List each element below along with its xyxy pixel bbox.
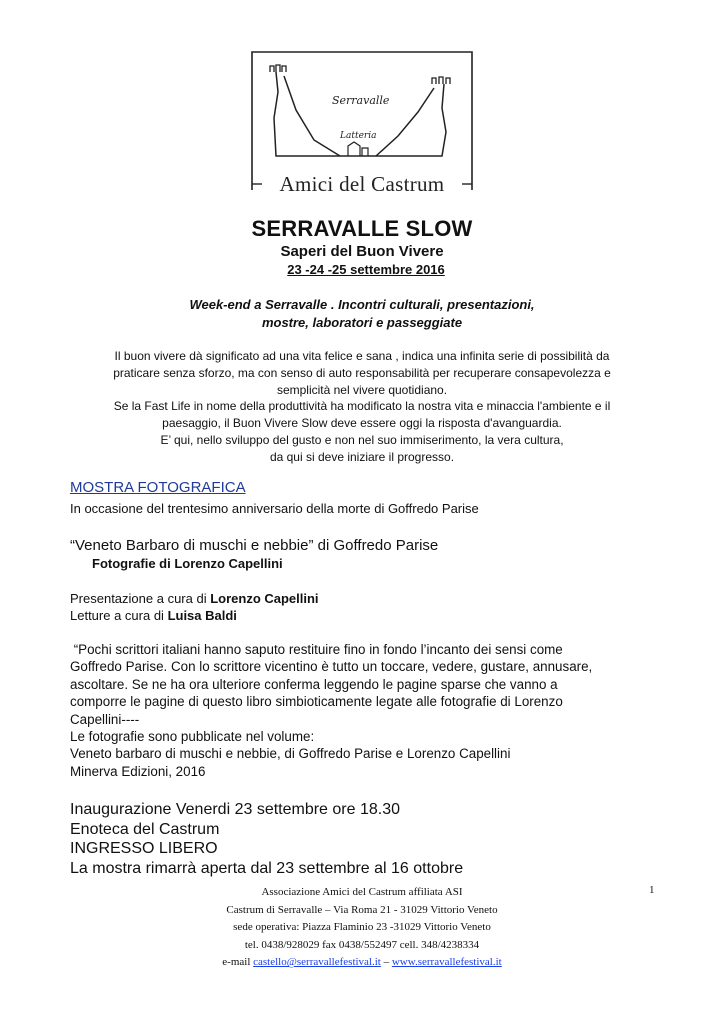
logo-handwriting-bottom: Latteria bbox=[340, 131, 377, 141]
footer-line: Associazione Amici del Castrum affiliata ASI bbox=[261, 886, 463, 898]
intro-paragraph bbox=[0, 348, 724, 466]
email-label: e-mail bbox=[222, 956, 254, 969]
section-heading-mostra: MOSTRA FOTOGRAFICA bbox=[70, 479, 246, 496]
quote-block bbox=[70, 641, 650, 780]
website-link[interactable]: www.serravallefestival.it bbox=[391, 956, 502, 969]
intro-line: E’ qui, nello sviluppo del gusto e non nel suo immiserimento, la vera cultura, bbox=[160, 432, 564, 447]
readings-label: Letture a cura di bbox=[70, 608, 168, 624]
intro-line: Se la Fast Life in nome della produttività ha modificato la nostra vita e minaccia l'ambiente e il bbox=[113, 399, 611, 414]
page-number: 1 bbox=[649, 884, 655, 896]
intro-line: semplicità nel vivere quotidiano. bbox=[276, 382, 448, 397]
quote-line: ascoltare. Se ne ha ora ulteriore conferma leggendo le pagine sparse che vanno a bbox=[70, 676, 558, 692]
quote-line: comporre le pagine di questo libro simbioticamente legate alle fotografie di Lorenzo bbox=[70, 694, 563, 710]
event-line: INGRESSO LIBERO bbox=[70, 840, 218, 858]
work-title: “Veneto Barbaro di muschi e nebbie” di Goffredo Parise bbox=[70, 537, 439, 554]
quote-line: Goffredo Parise. Con lo scrittore vicentino è tutto un toccare, vedere, gustare, annusare, bbox=[70, 659, 593, 675]
event-info bbox=[70, 800, 463, 878]
page-title: SERRAVALLE SLOW bbox=[251, 216, 473, 241]
logo-caption: Amici del Castrum bbox=[279, 172, 445, 196]
footer bbox=[0, 884, 724, 972]
quote-line: Le fotografie sono pubblicate nel volume: bbox=[70, 729, 315, 745]
tagline-line: mostre, laboratori e passeggiate bbox=[261, 315, 463, 330]
readings-line bbox=[70, 607, 319, 624]
intro-line: Il buon vivere dà significato ad una vita felice e sana , indica una infinita serie di possibilità da bbox=[114, 349, 610, 363]
quote-line: Veneto barbaro di muschi e nebbie, di Goffredo Parise e Lorenzo Capellini bbox=[70, 746, 511, 762]
email-link[interactable]: castello@serravallefestival.it bbox=[253, 956, 381, 969]
intro-line: praticare senza sforzo, ma con senso di auto responsabilità per recuperare consapevolezza e bbox=[113, 365, 611, 380]
tagline-line: Week-end a Serravalle . Incontri culturali, presentazioni, bbox=[189, 297, 535, 312]
readings-name: Luisa Baldi bbox=[167, 608, 237, 624]
logo-handwriting-top: Serravalle bbox=[332, 94, 390, 107]
event-dates: 23 -24 -25 settembre 2016 bbox=[287, 262, 445, 277]
event-line: La mostra rimarrà aperta dal 23 settembre al 16 ottobre bbox=[70, 859, 464, 877]
presentation-name: Lorenzo Capellini bbox=[210, 591, 319, 606]
intro-line: da qui si deve iniziare il progresso. bbox=[269, 449, 455, 464]
credits-block bbox=[70, 590, 319, 625]
page-subtitle: Saperi del Buon Vivere bbox=[280, 243, 444, 260]
quote-line: Capellini---- bbox=[70, 711, 140, 727]
tagline bbox=[0, 296, 724, 332]
footer-contact-line bbox=[0, 954, 724, 972]
separator: – bbox=[380, 956, 392, 969]
footer-line: sede operativa: Piazza Flaminio 23 -31029 Vittorio Veneto bbox=[233, 921, 491, 934]
event-line: Enoteca del Castrum bbox=[70, 820, 220, 838]
amici-del-castrum-logo bbox=[248, 48, 476, 198]
occasion-text: In occasione del trentesimo anniversario della morte di Goffredo Parise bbox=[70, 501, 479, 516]
presentation-label: Presentazione a cura di bbox=[70, 591, 211, 606]
footer-line: tel. 0438/928029 fax 0438/552497 cell. 348/4238334 bbox=[244, 938, 480, 951]
event-line: Inaugurazione Venerdi 23 settembre ore 18.30 bbox=[70, 801, 401, 818]
footer-line: Castrum di Serravalle – Via Roma 21 - 31029 Vittorio Veneto bbox=[226, 903, 498, 916]
presentation-line bbox=[70, 590, 319, 607]
quote-line: Minerva Edizioni, 2016 bbox=[70, 763, 206, 779]
intro-line: paesaggio, il Buon Vivere Slow deve essere oggi la risposta d'avanguardia. bbox=[162, 416, 562, 431]
quote-line: “Pochi scrittori italiani hanno saputo restituire fino in fondo l’incanto dei sensi come bbox=[70, 642, 563, 657]
photo-credit: Fotografie di Lorenzo Capellini bbox=[92, 556, 283, 571]
